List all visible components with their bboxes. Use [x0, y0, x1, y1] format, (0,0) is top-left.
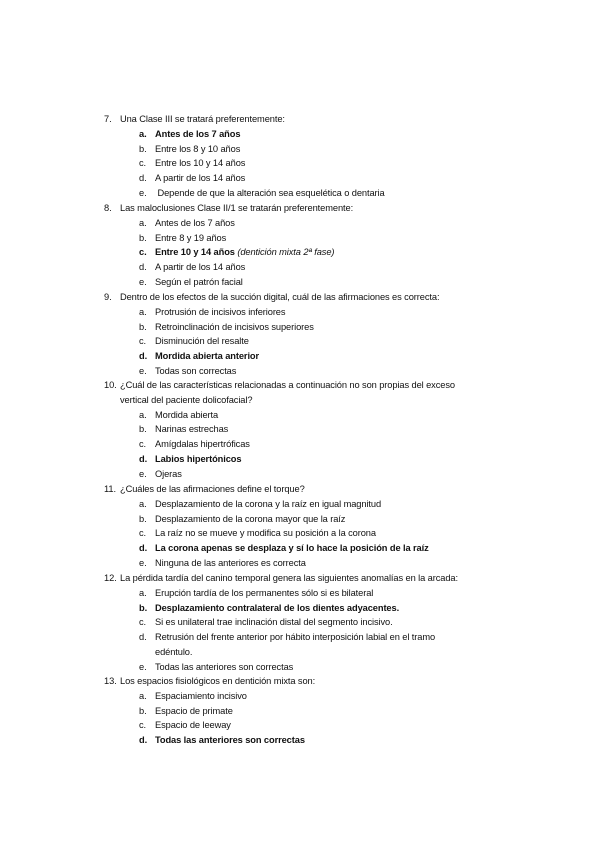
question-text-continued: vertical del paciente dolicofacial? — [120, 394, 253, 405]
option-d: d. A partir de los 14 años — [139, 262, 246, 273]
option-note: (dentición mixta 2ª fase) — [234, 247, 335, 258]
question-text: Una Clase III se tratará preferentemente: — [120, 114, 285, 124]
option-c: c. Disminución del resalte — [139, 336, 249, 347]
option-b: b. Entre los 8 y 10 años — [139, 143, 241, 154]
question-10 — [104, 378, 504, 482]
question-text: La pérdida tardía del canino temporal genera las siguientes anomalías en la arcada: — [120, 573, 458, 583]
option-a: a. Mordida abierta — [139, 409, 219, 420]
question-number: 7. — [104, 114, 112, 124]
question-text: Los espacios fisiológicos en dentición mixta son: — [120, 676, 316, 686]
option-d: d. Labios hipertónicos — [139, 453, 242, 464]
question-12 — [104, 571, 504, 675]
option-d: d. Todas las anteriores son correctas — [139, 735, 305, 746]
question-number: 9. — [104, 292, 112, 302]
option-c: c. La raíz no se mueve y modifica su posición a la corona — [139, 528, 376, 539]
option-e: e. Ninguna de las anteriores es correcta — [139, 557, 306, 568]
question-text: ¿Cuál de las características relacionadas a continuación no son propias del exceso — [120, 380, 455, 390]
option-d: d. La corona apenas se desplaza y sí lo hace la posición de la raíz — [139, 543, 429, 554]
option-e: e. Depende de que la alteración sea esquelética o dentaria — [139, 187, 385, 198]
option-b: b. Retroinclinación de incisivos superiores — [139, 321, 314, 332]
option-b: b. Desplazamiento de la corona mayor que la raíz — [139, 513, 346, 524]
option-a: a. Desplazamiento de la corona y la raíz en igual magnitud — [139, 498, 382, 509]
option-a: a. Espaciamiento incisivo — [139, 690, 247, 701]
option-b: b. Espacio de primate — [139, 705, 233, 716]
option-b: b. Desplazamiento contralateral de los dientes adyacentes. — [139, 602, 400, 613]
option-d-continued: edéntulo. — [155, 646, 193, 657]
option-e: e. Según el patrón facial — [139, 276, 243, 287]
question-7 — [104, 112, 504, 201]
option-d: d. Retrusión del frente anterior por hábito interposición labial en el tramo — [139, 632, 436, 643]
option-c: c. Si es unilateral trae inclinación distal del segmento incisivo. — [139, 617, 393, 628]
option-a: a. Erupción tardía de los permanentes sólo si es bilateral — [139, 587, 374, 598]
option-a: a. Antes de los 7 años — [139, 217, 235, 228]
option-c: c. Espacio de leeway — [139, 720, 231, 731]
question-11 — [104, 482, 504, 571]
question-text: Las maloclusiones Clase II/1 se tratarán preferentemente: — [120, 203, 354, 213]
option-c: c. Entre los 10 y 14 años — [139, 158, 246, 169]
question-8 — [104, 201, 504, 290]
option-e: e. Todas son correctas — [139, 365, 237, 376]
question-text: Dentro de los efectos de la succión digital, cuál de las afirmaciones es correcta: — [120, 292, 440, 302]
question-number: 10. — [104, 380, 117, 390]
option-a: a. Antes de los 7 años — [139, 128, 241, 139]
question-9 — [104, 290, 504, 379]
option-d: d. Mordida abierta anterior — [139, 351, 260, 362]
option-e: e. Todas las anteriores son correctas — [139, 661, 294, 672]
question-number: 13. — [104, 676, 117, 686]
option-c: c. Amígdalas hipertróficas — [139, 439, 250, 450]
option-b: b. Narinas estrechas — [139, 424, 229, 435]
question-text: ¿Cuáles de las afirmaciones define el torque? — [120, 484, 305, 494]
question-number: 11. — [104, 484, 116, 494]
option-e: e. Ojeras — [139, 468, 182, 479]
question-number: 8. — [104, 203, 112, 213]
question-number: 12. — [104, 573, 117, 583]
question-13 — [104, 674, 504, 748]
option-c: c. Entre 10 y 14 años (dentición mixta 2ª fase) — [139, 247, 335, 258]
option-a: a. Protrusión de incisivos inferiores — [139, 306, 286, 317]
option-b: b. Entre 8 y 19 años — [139, 232, 227, 243]
option-d: d. A partir de los 14 años — [139, 173, 246, 184]
